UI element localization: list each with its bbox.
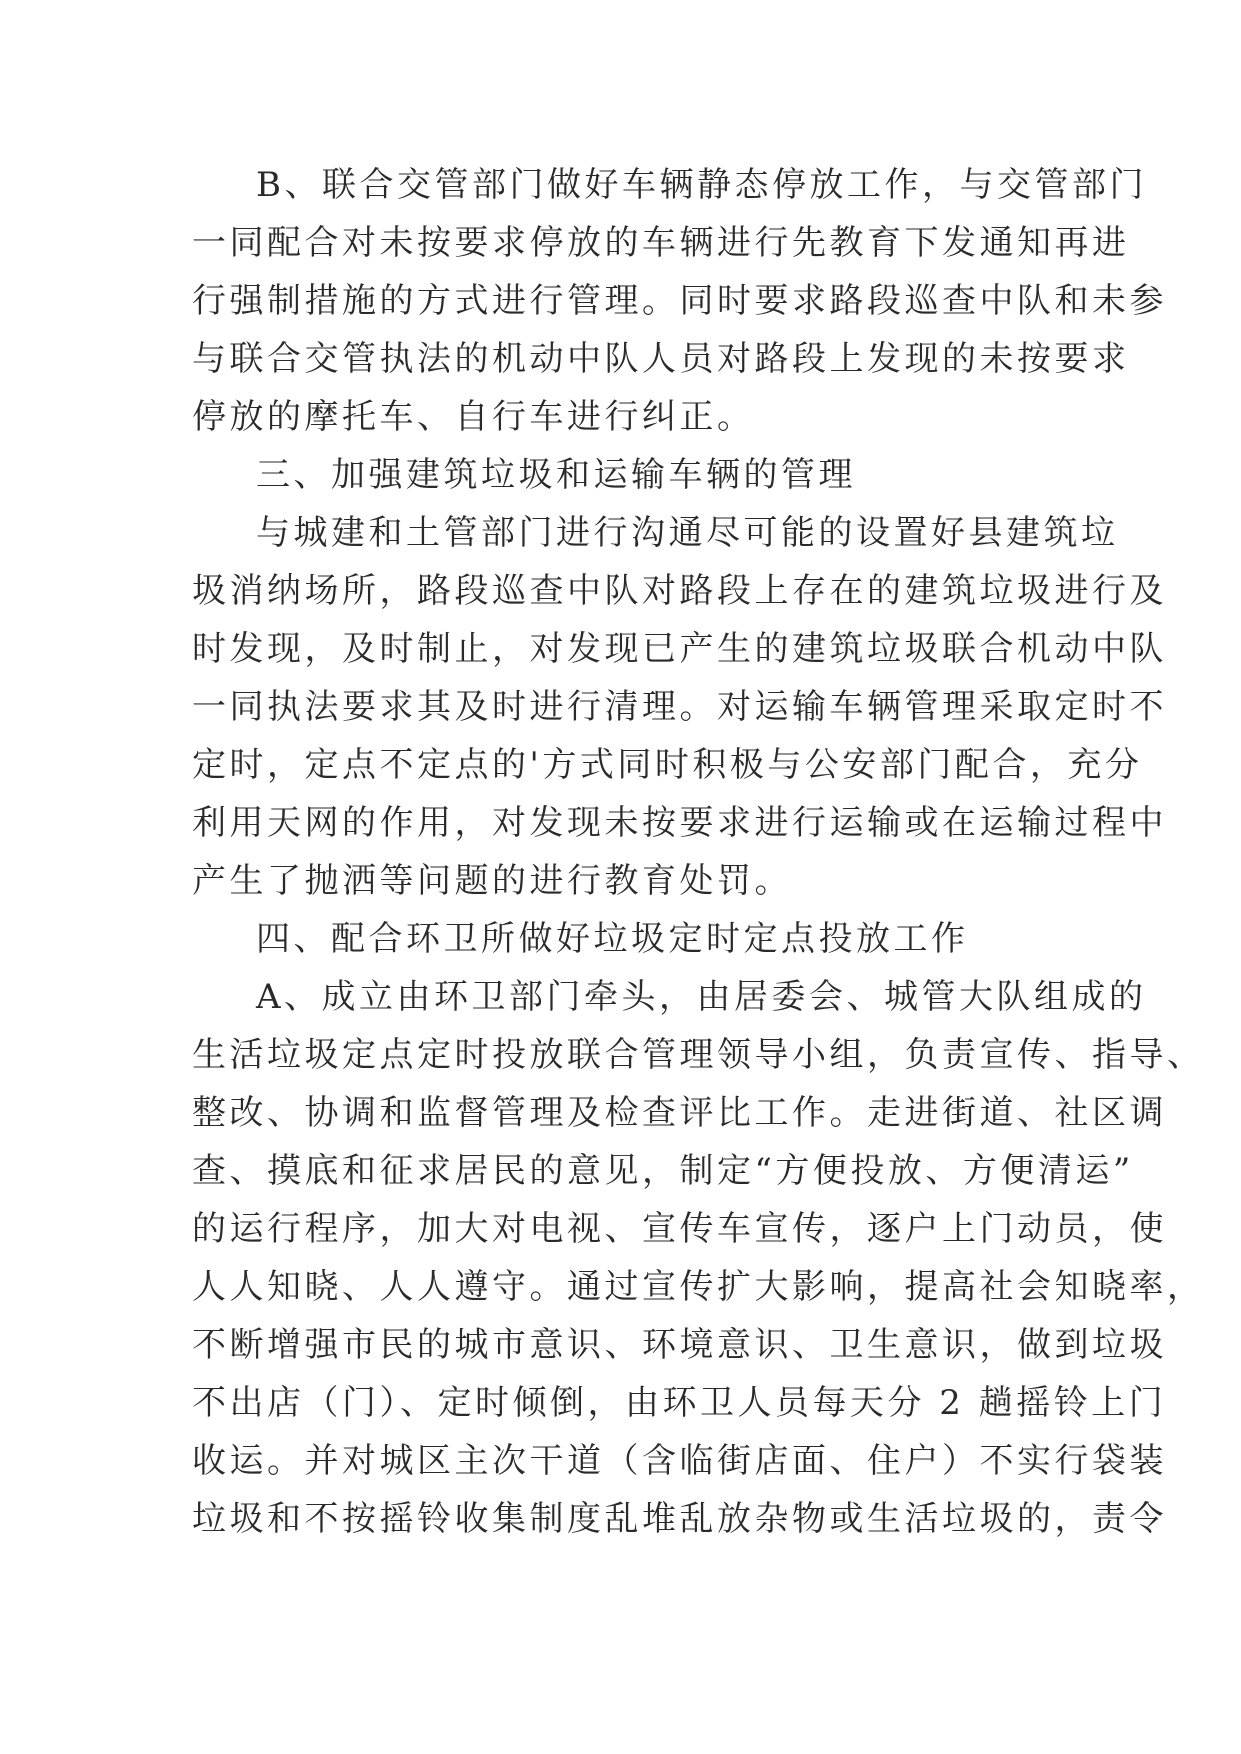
paragraph-a-line-9: 收运。并对城区主次干道（含临街店面、住户）不实行袋装 [192,1441,1167,1481]
paragraph-3-line-7: 产生了抛洒等问题的进行教育处罚。 [192,861,792,901]
paragraph-a-line-4: 查、摸底和征求居民的意见，制定“方便投放、方便清运” [192,1151,1134,1191]
paragraph-b-line-1: B、联合交管部门做好车辆静态停放工作，与交管部门 [256,165,1147,205]
document-body [192,156,1205,1548]
paragraph-3-line-1: 与城建和土管部门进行沟通尽可能的设置好县建筑垃 [256,513,1119,553]
paragraph-3-line-2: 圾消纳场所，路段巡查中队对路段上存在的建筑垃圾进行及 [192,571,1167,611]
paragraph-a-line-6: 人人知晓、人人遵守。通过宣传扩大影响，提高社会知晓率， [192,1267,1205,1307]
paragraph-a-line-2: 生活垃圾定点定时投放联合管理领导小组，负责宣传、指导、 [192,1035,1205,1075]
paragraph-b-line-4: 与联合交管执法的机动中队人员对路段上发现的未按要求 [192,339,1130,379]
paragraph-3-line-4: 一同执法要求其及时进行清理。对运输车辆管理采取定时不 [192,687,1167,727]
paragraph-a-line-5: 的运行程序，加大对电视、宣传车宣传，逐户上门动员，使 [192,1209,1167,1249]
section-heading-3: 三、加强建筑垃圾和运输车辆的管理 [256,455,856,495]
paragraph-b-line-2: 一同配合对未按要求停放的车辆进行先教育下发通知再进 [192,223,1130,263]
paragraph-3-line-5: 定时，定点不定点的'方式同时积极与公安部门配合，充分 [192,745,1143,785]
paragraph-b-line-3: 行强制措施的方式进行管理。同时要求路段巡查中队和未参 [192,281,1167,321]
paragraph-b-line-5: 停放的摩托车、自行车进行纠正。 [192,397,755,437]
section-heading-4: 四、配合环卫所做好垃圾定时定点投放工作 [256,919,969,959]
paragraph-a-line-1: A、成立由环卫部门牵头，由居委会、城管大队组成的 [256,977,1147,1017]
paragraph-3-line-3: 时发现，及时制止，对发现已产生的建筑垃圾联合机动中队 [192,629,1167,669]
paragraph-a-line-10: 垃圾和不按摇铃收集制度乱堆乱放杂物或生活垃圾的，责令 [192,1499,1167,1539]
paragraph-a-line-3: 整改、协调和监督管理及检查评比工作。走进街道、社区调 [192,1093,1167,1133]
paragraph-3-line-6: 利用天网的作用，对发现未按要求进行运输或在运输过程中 [192,803,1167,843]
paragraph-a-line-7: 不断增强市民的城市意识、环境意识、卫生意识，做到垃圾 [192,1325,1167,1365]
paragraph-a-line-8: 不出店（门）、定时倾倒，由环卫人员每天分 2 趟摇铃上门 [192,1383,1167,1423]
